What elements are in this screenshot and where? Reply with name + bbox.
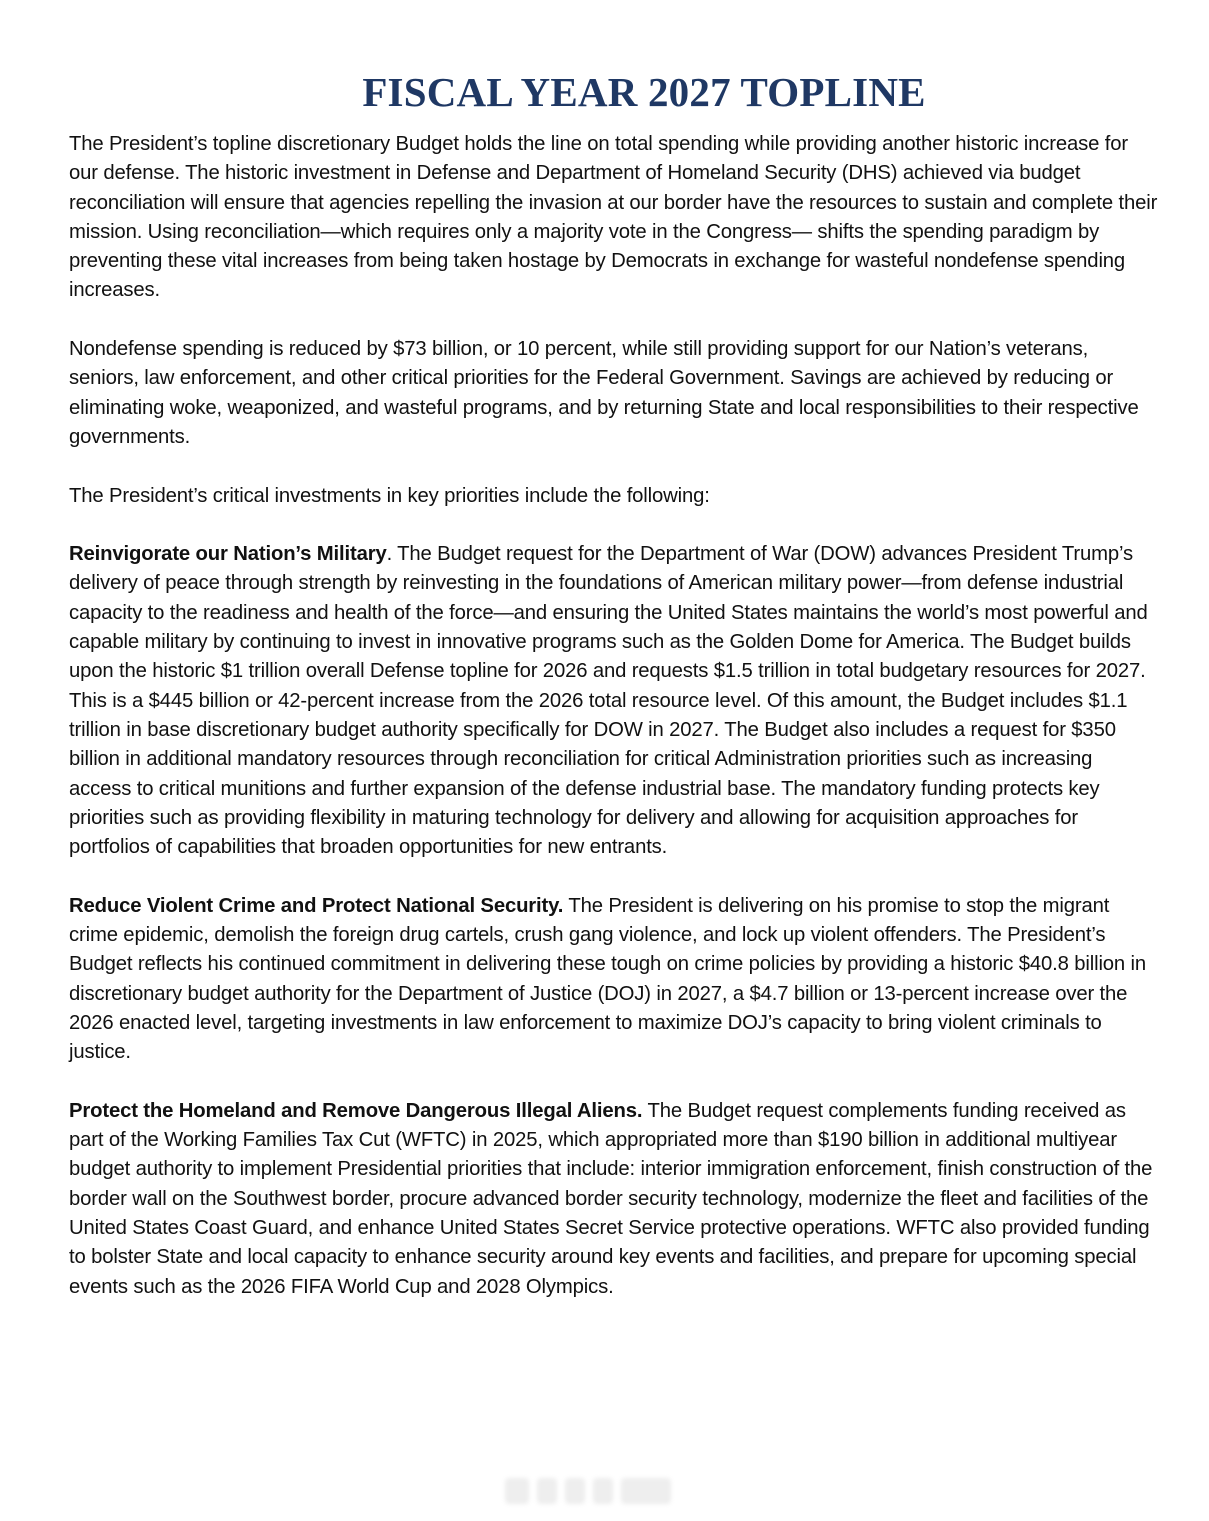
watermark-glyph [537, 1478, 557, 1504]
military-heading: Reinvigorate our Nation’s Military [69, 543, 387, 566]
paragraph-body: . The Budget request for the Department of War (DOW) advances President Trump’s delivery of peace through strength by reinvesting in the foundations of American military power—from defense industrial capacity to the readiness and health of the force—and ensuring the United States maintains the world’s most powerful and capable military by continuing to invest in innovative programs such as the Golden Dome for America. The Budget builds upon the historic $1 trillion overall Defense topline for 2026 and requests $1.5 trillion in total budgetary resources for 2027. This is a $445 billion or 42-percent increase from the 2026 total resource level. Of this amount, the Budget includes $1.1 trillion in base discretionary budget authority specifically for DOW in 2027. The Budget also includes a request for $350 billion in additional mandatory resources through reconciliation for critical Administration priorities such as increasing access to critical munitions and further expansion of the defense industrial base. The mandatory funding protects key priorities such as providing flexibility in maturing technology for delivery and allowing for acquisition approaches for portfolios of capabilities that broaden opportunities for new entrants. [69, 543, 1148, 859]
watermark [505, 1473, 705, 1509]
military-paragraph [69, 540, 1159, 862]
watermark-glyph [565, 1478, 585, 1504]
paragraph-body: The President’s topline discretionary Budget holds the line on total spending while providing another historic increase for our defense. The historic investment in Defense and Department of Homeland Security (DHS) achieved via budget reconciliation will ensure that agencies repelling the invasion at our border have the resources to sustain and complete their mission. Using reconciliation—which requires only a majority vote in the Congress— shifts the spending paradigm by preventing these vital increases from being taken hostage by Democrats in exchange for wasteful nondefense spending increases. [69, 133, 1158, 302]
page-title: FISCAL YEAR 2027 TOPLINE [362, 69, 926, 115]
watermark-glyph [593, 1478, 613, 1504]
crime-paragraph [69, 892, 1159, 1068]
crime-heading: Reduce Violent Crime and Protect National Security. [69, 894, 564, 917]
priorities-intro-paragraph [69, 482, 1159, 511]
watermark-glyph [505, 1478, 529, 1504]
paragraph-body: The President is delivering on his promise to stop the migrant crime epidemic, demolish the foreign drug cartels, crush gang violence, and lock up violent offenders. The President’s Budget reflects his continued commitment in delivering these tough on crime policies by providing a historic $40.8 billion in discretionary budget authority for the Department of Justice (DOJ) in 2027, a $4.7 billion or 13-percent increase over the 2026 enacted level, targeting investments in law enforcement to maximize DOJ’s capacity to bring violent criminals to justice. [69, 894, 1147, 1064]
document-page [69, 64, 1159, 1331]
intro-paragraph [69, 130, 1159, 306]
nondefense-paragraph [69, 335, 1159, 452]
homeland-heading: Protect the Homeland and Remove Dangerous Illegal Aliens. [69, 1099, 643, 1122]
paragraph-body: Nondefense spending is reduced by $73 billion, or 10 percent, while still providing support for our Nation’s veterans, seniors, law enforcement, and other critical priorities for the Federal Government. Savings are achieved by reducing or eliminating woke, weaponized, and wasteful programs, and by returning State and local responsibilities to their respective governments. [69, 338, 1139, 448]
watermark-glyph [621, 1478, 671, 1504]
paragraph-body: The Budget request complements funding received as part of the Working Families Tax Cut (WFTC) in 2025, which appropriated more than $190 billion in additional multiyear budget authority to implement Presidential priorities that include: interior immigration enforcement, finish construction of the border wall on the Southwest border, procure advanced border security technology, modernize the fleet and facilities of the United States Coast Guard, and enhance United States Secret Service protective operations. WFTC also provided funding to bolster State and local capacity to enhance security around key events and facilities, and prepare for upcoming special events such as the 2026 FIFA World Cup and 2028 Olympics. [69, 1099, 1153, 1298]
homeland-paragraph [69, 1097, 1159, 1302]
paragraph-body: The President’s critical investments in key priorities include the following: [69, 484, 710, 507]
